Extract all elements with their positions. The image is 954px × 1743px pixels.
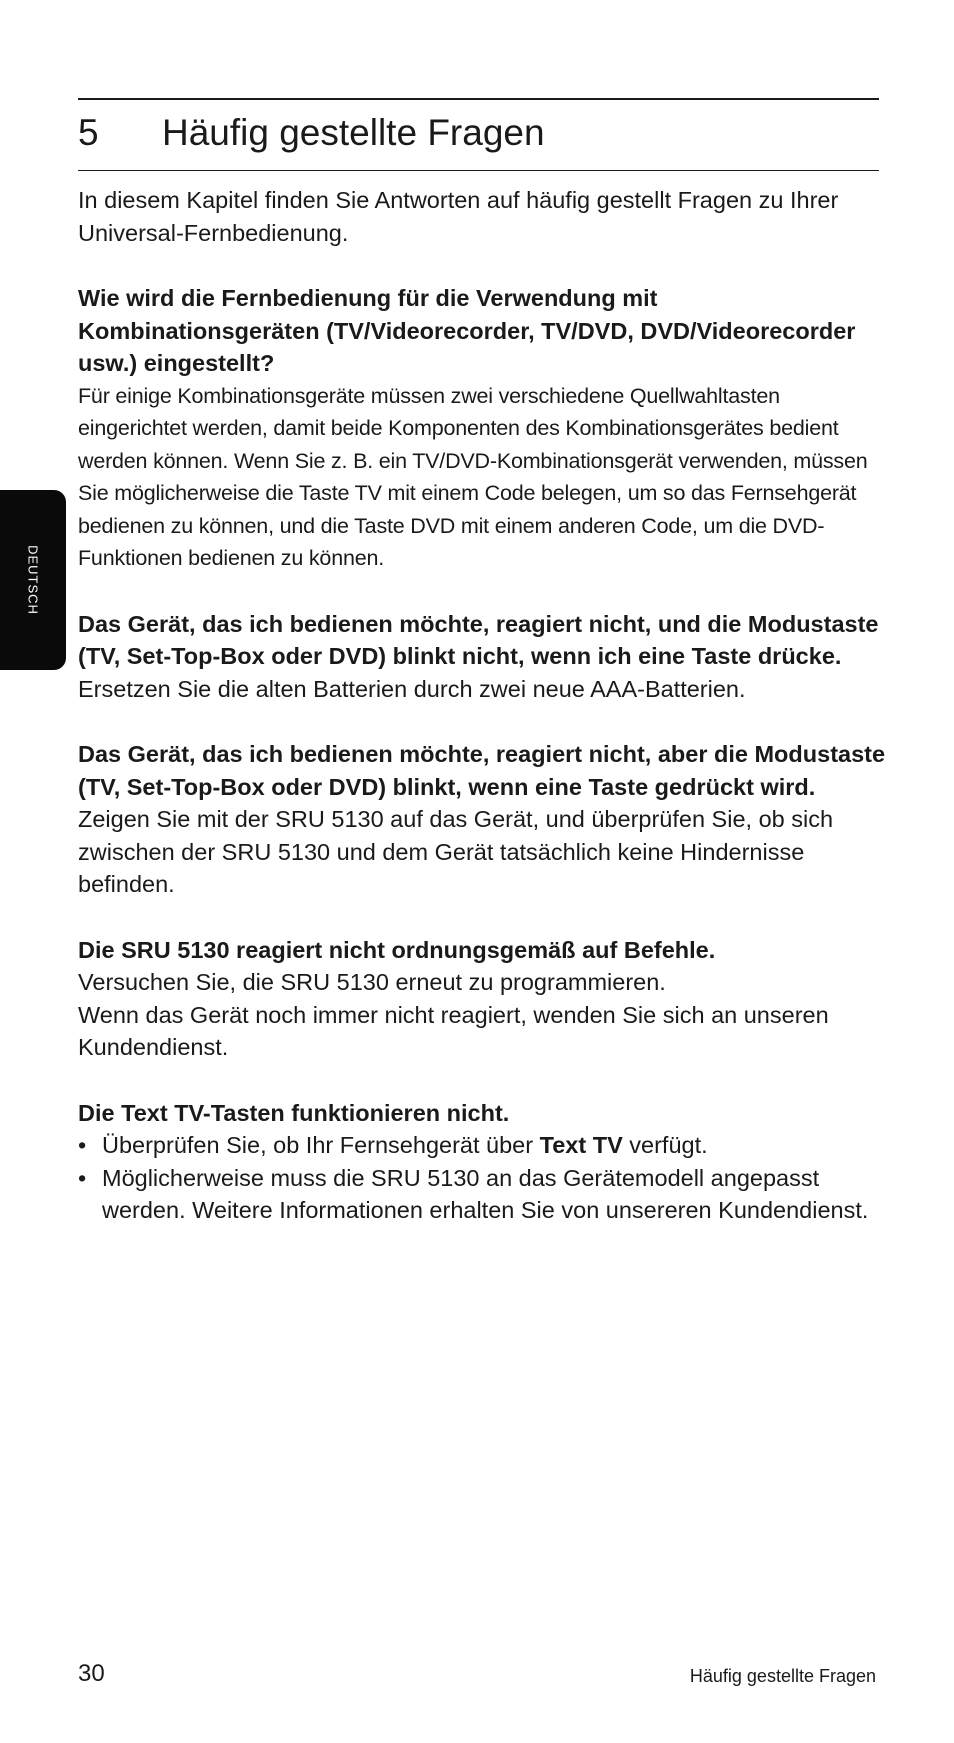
faq-answer: Ersetzen Sie die alten Batterien durch zwei neue AAA-Batterien. — [78, 675, 746, 702]
faq-item-wrong-response — [78, 934, 888, 1064]
bullet-text-end: verfügt. — [622, 1132, 708, 1158]
faq-question: Wie wird die Fernbedienung für die Verwendung mit Kombinationsgeräten (TV/Videorecorder, TV/DVD, DVD/Videorecorder usw.) eingestellt? — [78, 285, 856, 376]
list-item — [78, 1129, 888, 1162]
faq-answer: Versuchen Sie, die SRU 5130 erneut zu programmieren. — [78, 969, 666, 995]
chapter-number: 5 — [78, 112, 99, 153]
chapter-heading — [78, 104, 879, 162]
bullet-text: Möglicherweise muss die SRU 5130 an das Gerätemodell angepasst werden. Weitere Informationen erhalten Sie von unsereren Kundendienst. — [102, 1164, 869, 1223]
bullet-text-emphasis: Text TV — [539, 1132, 623, 1158]
faq-answer: Zeigen Sie mit der SRU 5130 auf das Gerät, und überprüfen Sie, ob sich zwischen der SRU 5130 und dem Gerät tatsächlich keine Hindernisse befinden. — [78, 806, 834, 897]
faq-question: Die SRU 5130 reagiert nicht ordnungsgemäß auf Befehle. — [78, 936, 716, 963]
faq-question: Das Gerät, das ich bedienen möchte, reagiert nicht, und die Modustaste (TV, Set-Top-Box oder DVD) blinkt nicht, wenn ich eine Taste drücke. — [78, 610, 879, 669]
chapter-title: Häufig gestellte Fragen — [162, 112, 545, 153]
faq-item-text-tv — [78, 1097, 888, 1227]
faq-item-blinks-no-response — [78, 738, 888, 901]
bullet-list — [78, 1129, 888, 1227]
footer-page-number: 30 — [78, 1660, 105, 1687]
list-item — [78, 1162, 888, 1227]
language-side-tab — [0, 490, 66, 670]
faq-item-no-blink — [78, 608, 888, 706]
faq-answer: Für einige Kombinationsgeräte müssen zwei verschiedene Quellwahltasten eingerichtet werden, damit beide Komponenten des Kombinationsgerätes bedient werden können. Wenn Sie z. B. ein TV/DVD-Kombinationsgerät verwenden, müssen Sie möglicherweise die Taste TV mit einem Code belegen, um so das Fernsehgerät bedienen zu können, und die Taste DVD mit einem anderen Code, um die DVD-Funktionen bedienen zu können. — [78, 383, 868, 570]
bullet-icon: • — [78, 1164, 87, 1191]
bullet-icon: • — [78, 1132, 87, 1158]
faq-item-combination-devices — [78, 282, 888, 575]
chapter-intro: In diesem Kapitel finden Sie Antworten auf häufig gestellt Fragen zu Ihrer Universal-Fernbedienung. — [78, 187, 839, 246]
bullet-text-start: Überprüfen Sie, ob Ihr Fernsehgerät über — [102, 1132, 540, 1158]
header-rule-top — [78, 98, 879, 100]
language-side-tab-label: DEUTSCH — [25, 545, 41, 615]
faq-question: Die Text TV-Tasten funktionieren nicht. — [78, 1099, 510, 1126]
faq-answer-continued: Wenn das Gerät noch immer nicht reagiert, wenden Sie sich an unseren Kundendienst. — [78, 1001, 829, 1060]
faq-question: Das Gerät, das ich bedienen möchte, reagiert nicht, aber die Modustaste (TV, Set-Top-Box oder DVD) blinkt, wenn eine Taste gedrückt wird. — [78, 741, 886, 800]
footer-section-title: Häufig gestellte Fragen — [689, 1666, 876, 1686]
header-rule-bottom — [78, 170, 879, 171]
page-content — [78, 184, 888, 1227]
